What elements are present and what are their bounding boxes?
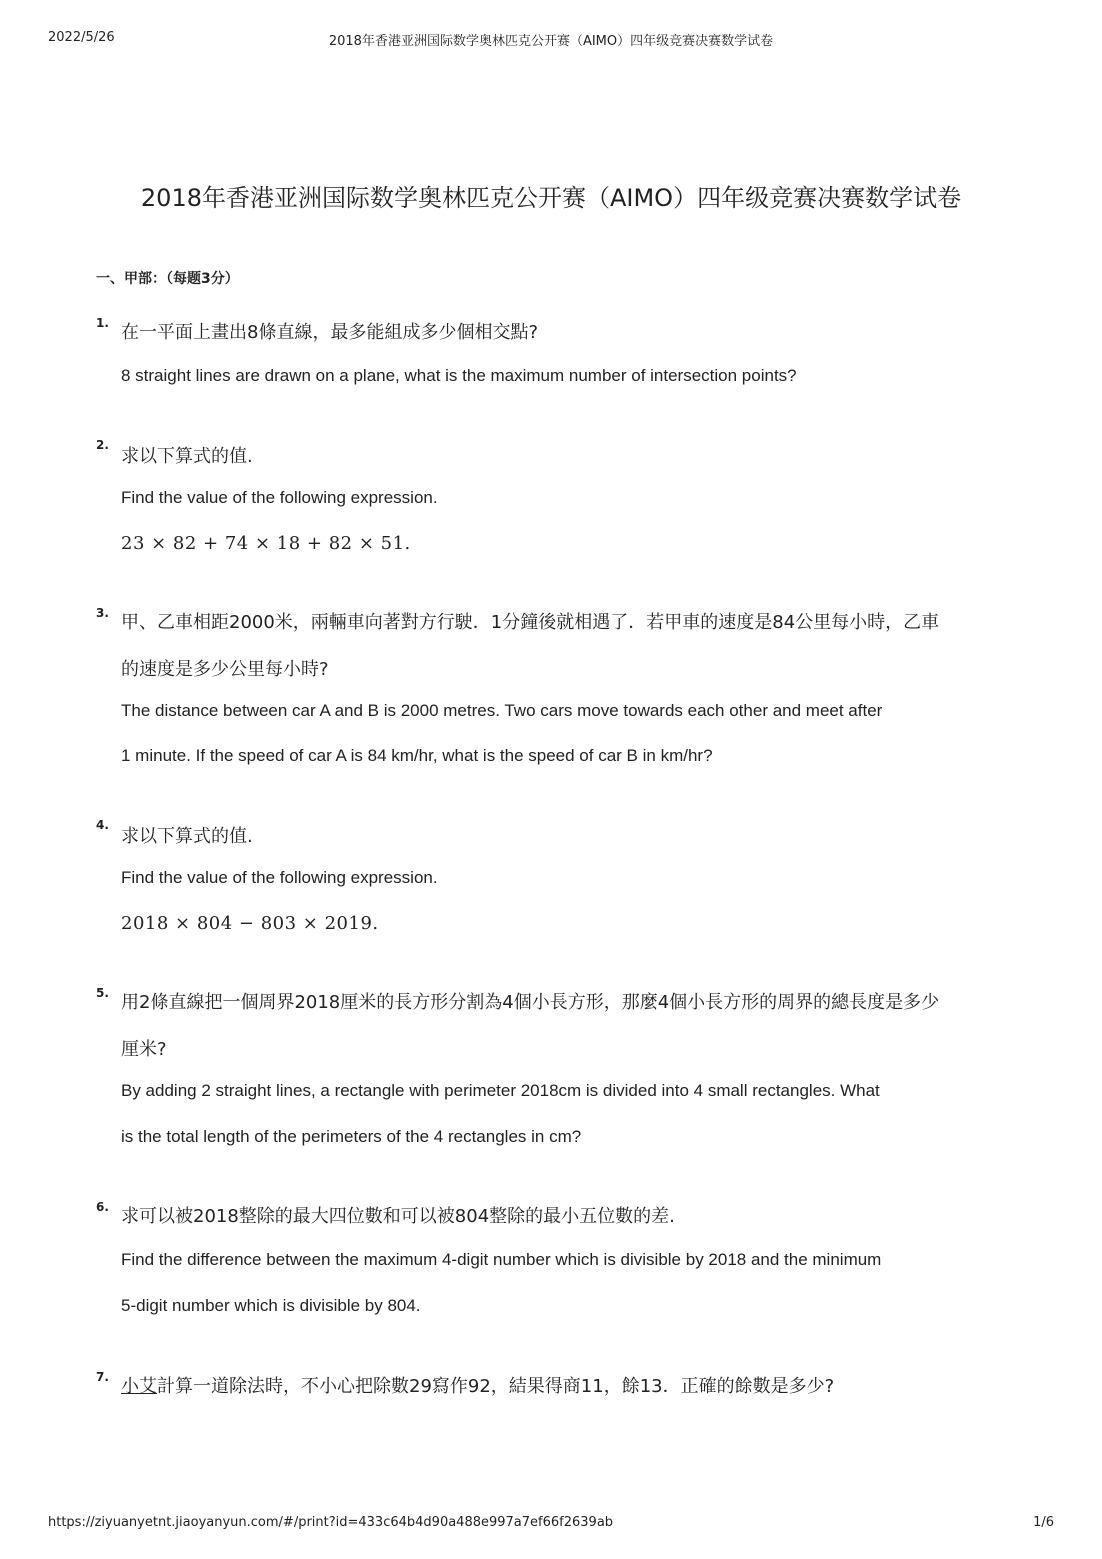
question-number: 2. [96,438,109,452]
person-name: 小艾 [121,1376,157,1397]
question-text-zh: 在一平面上畫出8條直線，最多能組成多少個相交點? [121,322,539,343]
question-text-zh-line1: 甲、乙車相距2000米，兩輛車向著對方行駛．1分鐘後就相遇了．若甲車的速度是84公里每小時，乙車 [121,612,940,633]
footer-page-number: 1/6 [1033,1515,1054,1530]
question-text-rest: 計算一道除法時，不小心把除數29寫作92，結果得商11，餘13．正確的餘數是多少? [157,1376,835,1397]
section-heading: 一、甲部：（每题3分） [96,271,239,287]
question-text-zh-line1: 用2條直線把一個周界2018厘米的長方形分割為4個小長方形，那麼4個小長方形的周界的總長度是多少 [121,992,940,1013]
question-number: 3. [96,606,109,620]
question-number: 7. [96,1370,109,1384]
question-text-en-line1: Find the difference between the maximum 4-digit number which is divisible by 2018 and the minimum [121,1250,882,1269]
question-number: 1. [96,316,109,330]
question-text-en-line2: 1 minute. If the speed of car A is 84 km/hr, what is the speed of car B in km/hr? [121,746,713,765]
question-text-zh [121,1372,1011,1398]
question-text-en-line2: is the total length of the perimeters of the 4 rectangles in cm? [121,1127,582,1146]
question-text-zh: 求以下算式的值. [121,446,253,467]
question-text-zh-line2: 的速度是多少公里每小時? [121,659,329,680]
question-expression: 2018 × 804 − 803 × 2019. [121,913,379,934]
header-title: 2018年香港亚洲国际数学奥林匹克公开赛（AIMO）四年级竞赛决赛数学试卷 [328,34,774,49]
footer-url: https://ziyuanyetnt.jiaoyanyun.com/#/print?id=433c64b4d90a488e997a7ef66f2639ab [48,1515,614,1530]
question-text-en: Find the value of the following expression. [121,488,438,507]
question-number: 4. [96,818,109,832]
question-text-zh-line2: 厘米? [121,1039,167,1060]
question-number: 6. [96,1200,109,1214]
question-text-en: 8 straight lines are drawn on a plane, what is the maximum number of intersection points? [121,366,797,385]
question-expression: 23 × 82 + 74 × 18 + 82 × 51. [121,533,411,554]
question-text-zh: 求以下算式的值. [121,826,253,847]
question-text-en-line2: 5-digit number which is divisible by 804. [121,1296,421,1315]
question-text-en-line1: The distance between car A and B is 2000 metres. Two cars move towards each other and meet after [121,701,883,720]
question-text-en-line1: By adding 2 straight lines, a rectangle with perimeter 2018cm is divided into 4 small rectangles. What [121,1081,880,1100]
question-text-zh: 求可以被2018整除的最大四位數和可以被804整除的最小五位數的差. [121,1206,675,1227]
question-text-en: Find the value of the following expression. [121,868,438,887]
document-title: 2018年香港亚洲国际数学奥林匹克公开赛（AIMO）四年级竞赛决赛数学试卷 [140,184,962,212]
question-number: 5. [96,986,109,1000]
header-date: 2022/5/26 [48,30,115,45]
